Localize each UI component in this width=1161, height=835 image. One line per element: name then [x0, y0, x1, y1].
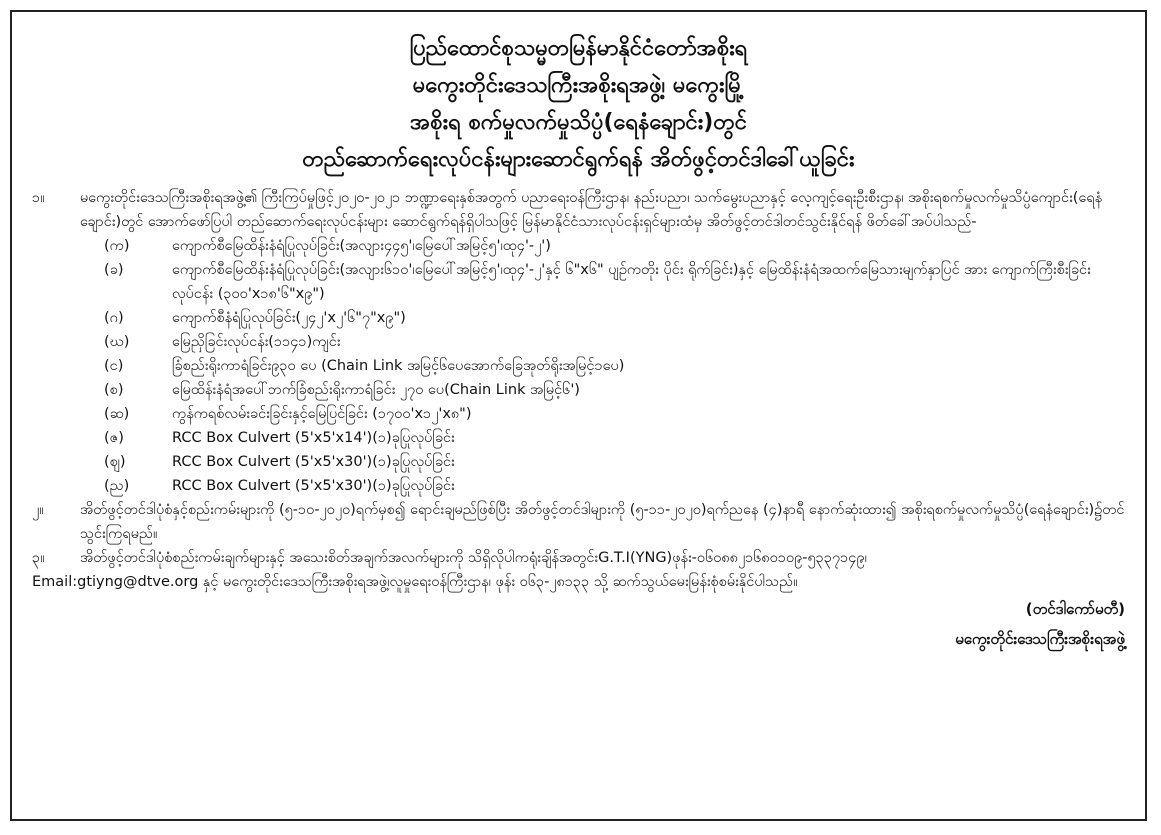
- item-label: (ဂ): [104, 310, 124, 326]
- tender-notice: [10, 10, 1147, 821]
- notice-body: [32, 186, 1125, 594]
- item-text: RCC Box Culvert (5'x5'x30')(၁)ခုပြုလုပ်ခြင်း: [172, 478, 455, 494]
- list-item: [32, 474, 1125, 498]
- signature-committee: (တင်ဒါကော်မတီ): [1025, 600, 1125, 618]
- title-institute: အစိုးရ စက်မှုလက်မှုသိပ္ပံ(ရေနံချောင်း)တွင်: [410, 110, 747, 135]
- work-items-list: [32, 234, 1125, 498]
- item-label: (က): [104, 238, 130, 254]
- item-text: မြေထိန်းနံရံအပေါ်ဘက်ခြံစည်းရိုးကာရံခြင်း ၂၇၀ ပေ(Chain Link အမြင့်၆'): [172, 382, 580, 398]
- paragraph-number: ၃။: [32, 550, 45, 566]
- title-government: ပြည်ထောင်စုသမ္မတမြန်မာနိုင်ငံတော်အစိုးရ: [409, 36, 748, 61]
- item-text: မြေညှိခြင်းလုပ်ငန်း(၁၁၄၁)ကျင်း: [172, 334, 341, 350]
- signature-block: [32, 594, 1125, 654]
- list-item: [32, 450, 1125, 474]
- notice-header: [32, 30, 1125, 178]
- list-item: [32, 330, 1125, 354]
- contact-line: Email:gtiyng@dtve.org နှင့် မကွေးတိုင်းဒေသကြီးအစိုးရအဖွဲ့၊လူမှုရေးဝန်ကြီးဌာန၊ ဖုန်း ၀၆၃-၂၈၁၃၃ သို့ ဆက်သွယ်မေးမြန်းစုံစမ်းနိုင်ပါသည်။: [32, 574, 798, 590]
- list-item: [32, 258, 1125, 306]
- item-label: (ဈ): [104, 454, 126, 470]
- list-item: [32, 426, 1125, 450]
- item-label: (စ): [104, 382, 124, 398]
- paragraph-number: ၂။: [32, 502, 44, 518]
- paragraph-number: ၁။: [32, 190, 45, 206]
- list-item: [32, 306, 1125, 330]
- item-label: (ည): [104, 478, 130, 494]
- item-text: ခြံစည်းရိုးကာရံခြင်း၉၃၀ ပေ (Chain Link အမြင့်၆ပေအောက်ခြေအုတ်ရိုးအမြင့်၁ပေ): [172, 358, 625, 374]
- item-text: ကျောက်စီနံရံပြုလုပ်ခြင်း(၂၄၂'x၂'၆"၇"x၉"): [172, 310, 406, 326]
- paragraph-text: အိတ်ဖွင့်တင်ဒါပုံစံနှင့်စည်းကမ်းများကို (၅-၁၀-၂၀၂၀)ရက်မှစ၍ ရောင်းချမည်ဖြစ်ပြီး အိတ်ဖွင့်တင်ဒါများကို (၅-၁၁-၂၀၂၀)ရက်ညနေ (၄)နာရီ နောက်ဆုံးထား၍ အစိုးရစက်မှုလက်မှုသိပ္ပံ(ရေနံချောင်း)၌တင်သွင်းကြရမည်။: [80, 502, 1125, 542]
- list-item: [32, 402, 1125, 426]
- list-item: [32, 234, 1125, 258]
- list-item: [32, 378, 1125, 402]
- item-label: (ဃ): [104, 334, 130, 350]
- item-label: (ဆ): [104, 406, 130, 422]
- item-text: ကွန်ကရစ်လမ်းခင်းခြင်းနှင့်မြေပြင်ခြင်း (၁၇၀၀'x၁၂'x၈"): [172, 406, 472, 422]
- item-text: ကျောက်စီမြေထိန်းနံရံပြုလုပ်ခြင်း(အလျား၄၄၅'၊မြေပေါ်အမြင့်၅'၊ထု၄'-၂'): [172, 238, 551, 254]
- item-text: RCC Box Culvert (5'x5'x14')(၁)ခုပြုလုပ်ခြင်း: [172, 430, 455, 446]
- paragraph-2: [32, 498, 1125, 546]
- paragraph-3: [32, 546, 1125, 570]
- item-text: RCC Box Culvert (5'x5'x30')(၁)ခုပြုလုပ်ခြင်း: [172, 454, 455, 470]
- item-label: (င): [104, 358, 124, 374]
- title-region: မကွေးတိုင်းဒေသကြီးအစိုးရအဖွဲ့၊ မကွေးမြို့: [412, 73, 745, 98]
- title-subject: တည်ဆောက်ရေးလုပ်ငန်းများဆောင်ရွက်ရန် အိတ်ဖွင့်တင်ဒါခေါ်ယူခြင်း: [302, 147, 855, 172]
- list-item: [32, 354, 1125, 378]
- paragraph-text: အိတ်ဖွင့်တင်ဒါပုံစံစည်းကမ်းချက်များနှင့် အသေးစိတ်အချက်အလက်များကို သိရှိလိုပါကရုံးချိန်အတွင်းG.T.I(YNG)ဖုန်း-၀၆၀၈၈၂၁၆၈၀၁၀၉-၅၃၃၇၁၄၉၊: [80, 550, 867, 566]
- signature-organization: မကွေးတိုင်းဒေသကြီးအစိုးရအဖွဲ့: [955, 630, 1125, 648]
- paragraph-1: [32, 186, 1125, 234]
- item-label: (ဇ): [104, 430, 124, 446]
- paragraph-text: မကွေးတိုင်းဒေသကြီးအစိုးရအဖွဲ့၏ ကြီးကြပ်မှုဖြင့်၂၀၂၀-၂၀၂၁ ဘဏ္ဍာရေးနှစ်အတွက် ပညာရေးဝန်ကြီးဌာန၊ နည်းပညာ၊ သက်မွေးပညာနှင့် လေ့ကျင့်ရေးဦးစီးဌာန၊ အစိုးရစက်မှုလက်မှုသိပ္ပံကျောင်း(ရေနံချောင်း)တွင် အောက်ဖော်ပြပါ တည်ဆောက်ရေးလုပ်ငန်းများ ဆောင်ရွက်ရန်ရှိပါသဖြင့် မြန်မာနိုင်ငံသားလုပ်ငန်းရှင်များထံမှ အိတ်ဖွင့်တင်ဒါတင်သွင်းနိုင်ရန် ဖိတ်ခေါ်အပ်ပါသည်-: [80, 190, 1103, 230]
- item-label: (ခ): [104, 262, 124, 278]
- item-text: ကျောက်စီမြေထိန်းနံရံပြုလုပ်ခြင်း(အလျား၆၁၀'၊မြေပေါ်အမြင့်၅'၊ထု၄'-၂'နှင့် ၆"x၆" ပျဉ်ကတိုး ပိုင်း ရိုက်ခြင်း)နှင့် မြေထိန်းနံရံအထက်မြေသားမျက်နှာပြင် အား ကျောက်ကြီးစီးခြင်းလုပ်ငန်း (၃၀၀'x၁၈'၆"x၉"): [172, 262, 1091, 302]
